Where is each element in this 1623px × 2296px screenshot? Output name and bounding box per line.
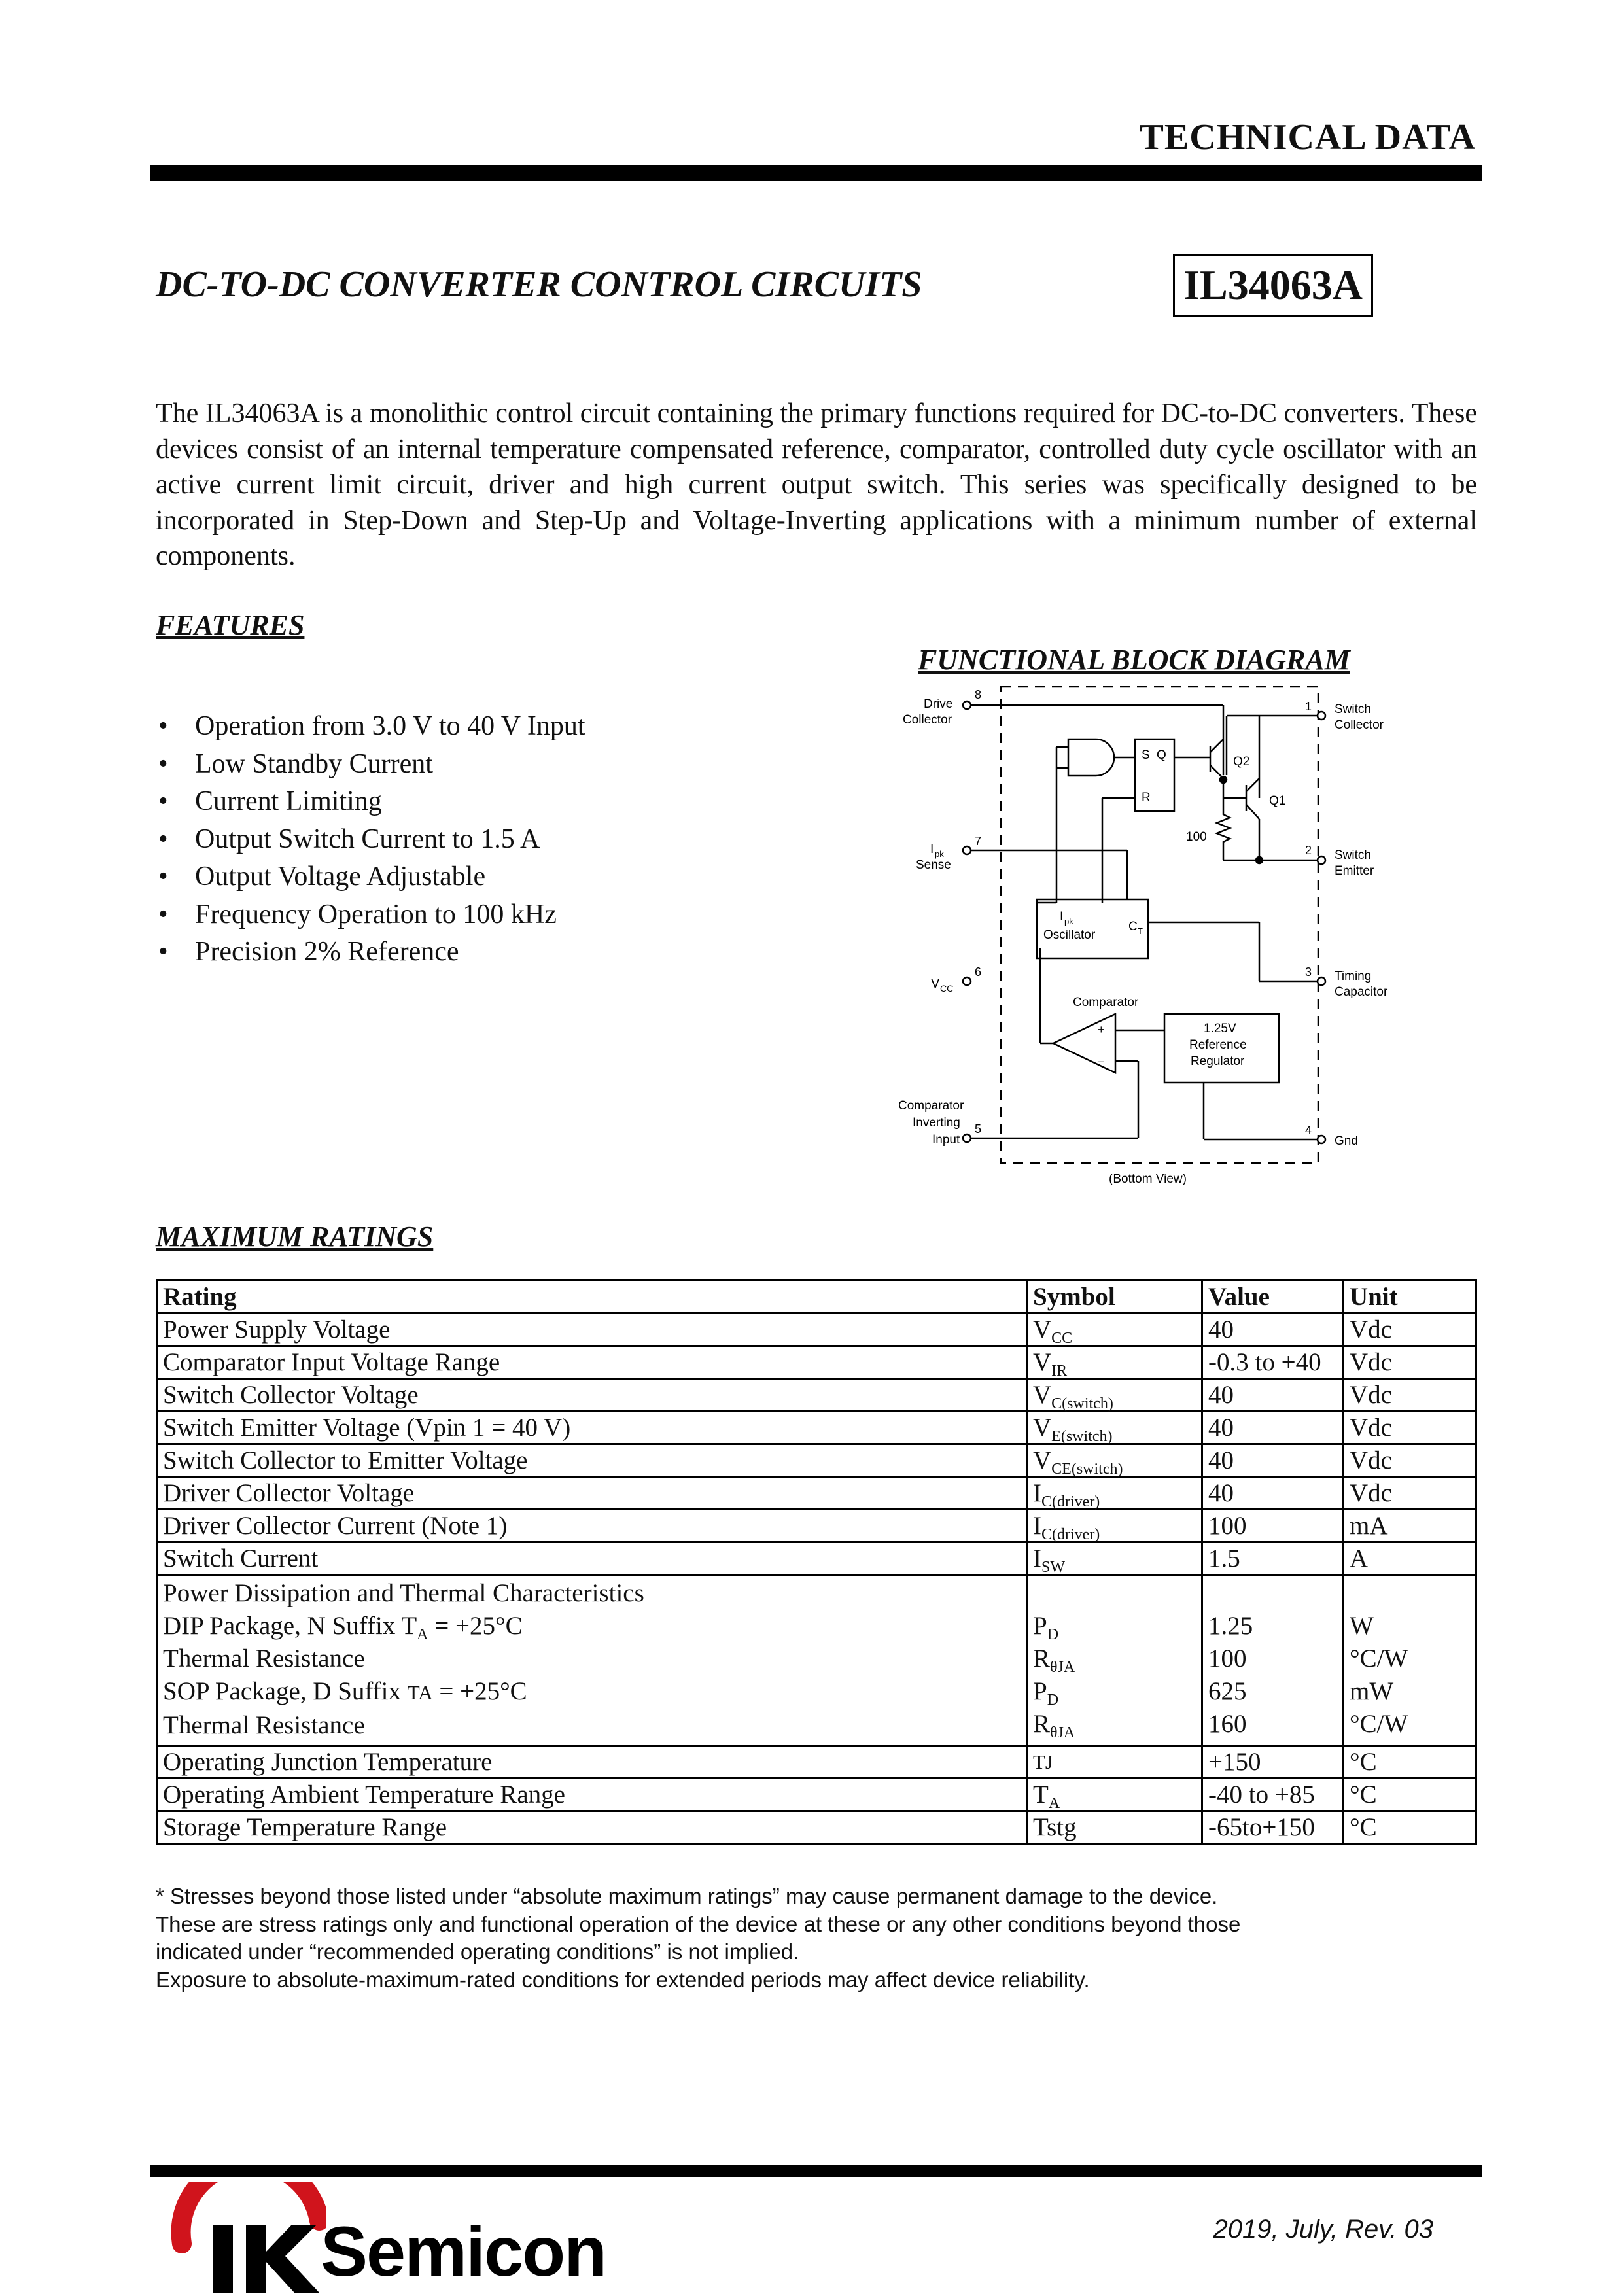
ratings-notes xyxy=(156,1883,1484,1994)
logo-letter-k xyxy=(246,2225,319,2293)
label-ipk-sub: pk xyxy=(935,849,944,859)
cell-unit: Vdc xyxy=(1344,1444,1476,1477)
features-list xyxy=(156,708,585,971)
label-osc-ipk-i: I xyxy=(1060,910,1064,924)
features-heading: FEATURES xyxy=(156,609,305,641)
cell-unit: °C xyxy=(1344,1811,1476,1844)
cell-value xyxy=(1202,1575,1344,1746)
symbol-sub: D xyxy=(1047,1626,1059,1643)
note-line: Exposure to absolute-maximum-rated conditions for extended periods may affect device reliability. xyxy=(156,1967,1090,1992)
resistor-100 xyxy=(1217,798,1230,860)
label-ct-c: C xyxy=(1128,920,1138,933)
label-ipk-i: I xyxy=(930,843,934,856)
sop-label xyxy=(163,1675,1021,1709)
pin-number: 4 xyxy=(1305,1124,1312,1137)
pin-1 xyxy=(1227,700,1325,798)
label-100: 100 xyxy=(1186,830,1207,844)
diagram-heading: FUNCTIONAL BLOCK DIAGRAM xyxy=(918,644,1350,676)
footer-date: 2019, July, Rev. 03 xyxy=(1213,2215,1433,2244)
symbol-sub: E(switch) xyxy=(1051,1428,1113,1445)
pin-number: 5 xyxy=(975,1122,982,1136)
cell-rating: Driver Collector Current (Note 1) xyxy=(157,1510,1027,1542)
dip-label xyxy=(163,1610,1021,1643)
cell-rating: Operating Ambient Temperature Range xyxy=(157,1779,1027,1811)
cell-value: -40 to +85 xyxy=(1202,1779,1344,1811)
transistor-q1 xyxy=(1246,778,1259,819)
list-item: • Precision 2% Reference xyxy=(156,933,585,971)
symbol-main: I xyxy=(1033,1544,1041,1573)
label-q1: Q1 xyxy=(1269,794,1286,808)
list-item: • Low Standby Current xyxy=(156,746,585,784)
cell-rating: Driver Collector Voltage xyxy=(157,1477,1027,1510)
note-line: These are stress ratings only and functional operation of the device at these or any other conditions beyond those xyxy=(156,1911,1241,1936)
pin-number: 1 xyxy=(1305,700,1312,713)
list-item: • Output Switch Current to 1.5 A xyxy=(156,821,585,859)
label-input: Input xyxy=(932,1133,960,1147)
cell-symbol xyxy=(1027,1313,1202,1346)
value: 625 xyxy=(1208,1677,1247,1705)
label-plus: + xyxy=(1098,1023,1105,1036)
sr-latch xyxy=(1135,739,1174,811)
symbol-main: R xyxy=(1033,1644,1051,1673)
cell-rating: Switch Emitter Voltage (Vpin 1 = 40 V) xyxy=(157,1412,1027,1444)
logo-letter-i xyxy=(213,2225,233,2293)
label-emitter: Emitter xyxy=(1335,864,1374,878)
cell-unit xyxy=(1344,1575,1476,1746)
part-number-box xyxy=(1173,254,1373,317)
label-vcc-v: V xyxy=(931,977,940,991)
label-switch-2: Switch xyxy=(1335,848,1371,862)
sop-label-tail: = +25°C xyxy=(432,1677,527,1705)
value: 100 xyxy=(1208,1644,1247,1673)
label-oscillator: Oscillator xyxy=(1043,928,1096,942)
cell-unit: mA xyxy=(1344,1510,1476,1542)
symbol-sub: A xyxy=(1048,1795,1060,1812)
note-line: indicated under “recommended operating conditions” is not implied. xyxy=(156,1939,799,1964)
table-row xyxy=(157,1379,1476,1412)
label-capacitor: Capacitor xyxy=(1335,985,1388,999)
unit: mW xyxy=(1350,1677,1394,1705)
table-row xyxy=(157,1313,1476,1346)
symbol-sub: SW xyxy=(1041,1559,1065,1576)
col-header: Unit xyxy=(1344,1281,1476,1313)
dip-label-sub: A xyxy=(417,1626,428,1643)
symbol-sub: CC xyxy=(1051,1330,1073,1347)
cell-value: 40 xyxy=(1202,1477,1344,1510)
part-number: IL34063A xyxy=(1183,262,1363,308)
intro-paragraph: The IL34063A is a monolithic control circuit containing the primary functions required for DC-to-DC converters. These devices consist of an internal temperature compensated reference, comparator, controlled duty cycle oscillator with an active current limit circuit, driver and high current output switch. This series was specifically designed to be incorporated in Step-Down and Step-Up and Voltage-Inverting applications with a minimum number of external components. xyxy=(156,398,1477,571)
cell-symbol xyxy=(1027,1346,1202,1379)
col-header: Value xyxy=(1202,1281,1344,1313)
table-row xyxy=(157,1477,1476,1510)
symbol-sub: C(driver) xyxy=(1041,1493,1100,1510)
table-row xyxy=(157,1510,1476,1542)
cell-value: 40 xyxy=(1202,1313,1344,1346)
cell-value: 100 xyxy=(1202,1510,1344,1542)
table-row xyxy=(157,1542,1476,1575)
list-item: • Current Limiting xyxy=(156,783,585,821)
symbol-sub: C(switch) xyxy=(1051,1395,1113,1412)
cell-rating xyxy=(157,1575,1027,1746)
symbol-main: P xyxy=(1033,1677,1047,1705)
symbol-main: V xyxy=(1033,1381,1052,1409)
symbol-main: I xyxy=(1033,1512,1041,1540)
col-header: Symbol xyxy=(1027,1281,1202,1313)
thermal-label: Thermal Resistance xyxy=(163,1644,365,1673)
cell-value: -65to+150 xyxy=(1202,1811,1344,1844)
cell-value: 1.5 xyxy=(1202,1542,1344,1575)
cell-rating: Storage Temperature Range xyxy=(157,1811,1027,1844)
cell-rating: Switch Current xyxy=(157,1542,1027,1575)
label-comparator: Comparator xyxy=(1073,996,1139,1009)
label-sense: Sense xyxy=(916,858,951,872)
cell-symbol xyxy=(1027,1510,1202,1542)
symbol-sub: C(driver) xyxy=(1041,1526,1100,1543)
thermal-label: Thermal Resistance xyxy=(163,1711,365,1739)
label-r: R xyxy=(1142,791,1151,805)
header-rule xyxy=(150,165,1482,181)
label-vcc-sub: CC xyxy=(940,983,954,994)
symbol-sub: θJA xyxy=(1050,1724,1075,1741)
label-minus: – xyxy=(1098,1054,1105,1068)
sop-label-text: SOP Package, D Suffix xyxy=(163,1677,408,1705)
symbol-sub: CE(switch) xyxy=(1051,1461,1123,1478)
col-header: Rating xyxy=(157,1281,1027,1313)
symbol-main: I xyxy=(1033,1479,1041,1507)
label-switch-collector: Collector xyxy=(1335,718,1384,732)
label-ref-voltage: 1.25V xyxy=(1204,1022,1236,1035)
cell-unit: Vdc xyxy=(1344,1477,1476,1510)
label-timing: Timing xyxy=(1335,969,1372,983)
cell-unit: Vdc xyxy=(1344,1379,1476,1412)
cell-rating: Comparator Input Voltage Range xyxy=(157,1346,1027,1379)
label-osc-ipk-sub: pk xyxy=(1064,916,1073,926)
label-q: Q xyxy=(1157,748,1166,762)
cell-rating: Operating Junction Temperature xyxy=(157,1746,1027,1779)
unit: °C/W xyxy=(1350,1644,1408,1673)
power-title: Power Dissipation and Thermal Characteristics xyxy=(163,1579,644,1607)
symbol-main: V xyxy=(1033,1414,1052,1442)
symbol-main: V xyxy=(1033,1348,1052,1376)
pin-number: 2 xyxy=(1305,844,1312,857)
pin-number: 6 xyxy=(975,965,982,979)
table-row xyxy=(157,1444,1476,1477)
header-label: TECHNICAL DATA xyxy=(1139,117,1476,158)
ratings-heading: MAXIMUM RATINGS xyxy=(156,1221,434,1253)
cell-rating: Switch Collector Voltage xyxy=(157,1379,1027,1412)
table-row xyxy=(157,1779,1476,1811)
label-comparator-pin: Comparator xyxy=(898,1099,964,1113)
table-row xyxy=(157,1412,1476,1444)
symbol-main: V xyxy=(1033,1446,1052,1474)
symbol-main: R xyxy=(1033,1710,1051,1738)
symbol-main: P xyxy=(1033,1612,1047,1640)
label-bottom-view: (Bottom View) xyxy=(1109,1172,1187,1186)
label-reference: Reference xyxy=(1189,1038,1247,1052)
pin-3 xyxy=(1305,965,1325,985)
label-drive: Drive xyxy=(924,697,953,711)
cell-value: -0.3 to +40 xyxy=(1202,1346,1344,1379)
cell-rating: Power Supply Voltage xyxy=(157,1313,1027,1346)
pin-5 xyxy=(963,1122,1138,1142)
list-item: • Output Voltage Adjustable xyxy=(156,858,585,896)
cell-symbol: TJ xyxy=(1027,1746,1202,1779)
dip-label-text: DIP Package, N Suffix T xyxy=(163,1612,417,1640)
cell-symbol xyxy=(1027,1444,1202,1477)
table-header-row xyxy=(157,1281,1476,1313)
value: 160 xyxy=(1208,1710,1247,1738)
symbol-main: V xyxy=(1033,1315,1052,1344)
ratings-table xyxy=(156,1279,1477,1845)
label-gnd: Gnd xyxy=(1335,1134,1358,1148)
and-gate xyxy=(1068,739,1114,776)
cell-symbol xyxy=(1027,1575,1202,1746)
pin-4 xyxy=(1305,1124,1325,1143)
label-s: S xyxy=(1142,748,1150,762)
logo-text: Semicon xyxy=(321,2212,606,2291)
table-row xyxy=(157,1346,1476,1379)
symbol-sub: D xyxy=(1047,1692,1059,1709)
table-row-power-dissipation xyxy=(157,1575,1476,1746)
cell-symbol xyxy=(1027,1542,1202,1575)
sop-label-ta: TA xyxy=(407,1681,433,1704)
comparator-symbol xyxy=(1053,1014,1115,1073)
cell-unit: Vdc xyxy=(1344,1412,1476,1444)
table-row xyxy=(157,1746,1476,1779)
doc-title: DC-TO-DC CONVERTER CONTROL CIRCUITS xyxy=(156,264,922,305)
pin-2 xyxy=(1305,844,1325,864)
cell-unit: Vdc xyxy=(1344,1346,1476,1379)
cell-symbol xyxy=(1027,1779,1202,1811)
pin-6 xyxy=(963,965,981,985)
cell-symbol: Tstg xyxy=(1027,1811,1202,1844)
note-line: * Stresses beyond those listed under “absolute maximum ratings” may cause permanent damage to the device. xyxy=(156,1884,1218,1908)
cell-symbol xyxy=(1027,1412,1202,1444)
symbol-sub: IR xyxy=(1051,1363,1068,1380)
cell-value: 40 xyxy=(1202,1444,1344,1477)
pin-number: 8 xyxy=(975,688,982,701)
table-row xyxy=(157,1811,1476,1844)
cell-rating: Switch Collector to Emitter Voltage xyxy=(157,1444,1027,1477)
label-collector: Collector xyxy=(903,713,952,727)
cell-value: 40 xyxy=(1202,1379,1344,1412)
list-item: • Frequency Operation to 100 kHz xyxy=(156,896,585,934)
dip-label-tail: = +25°C xyxy=(428,1612,523,1640)
company-logo xyxy=(169,2182,606,2296)
cell-unit: Vdc xyxy=(1344,1313,1476,1346)
list-item: • Operation from 3.0 V to 40 V Input xyxy=(156,708,585,746)
value: 1.25 xyxy=(1208,1612,1253,1640)
label-switch: Switch xyxy=(1335,703,1371,716)
cell-symbol xyxy=(1027,1477,1202,1510)
label-regulator: Regulator xyxy=(1191,1054,1245,1068)
symbol-main: T xyxy=(1033,1781,1049,1809)
unit: °C/W xyxy=(1350,1710,1408,1738)
symbol-sub: θJA xyxy=(1050,1659,1075,1676)
cell-unit: A xyxy=(1344,1542,1476,1575)
pin-number: 3 xyxy=(1305,965,1312,979)
cell-value: +150 xyxy=(1202,1746,1344,1779)
unit: W xyxy=(1350,1612,1374,1640)
pin-8 xyxy=(963,688,1223,775)
label-q2: Q2 xyxy=(1233,755,1250,769)
cell-unit: °C xyxy=(1344,1746,1476,1779)
pin-number: 7 xyxy=(975,835,982,848)
functional-block-diagram xyxy=(877,674,1465,1191)
footer-rule xyxy=(150,2165,1482,2177)
cell-symbol xyxy=(1027,1379,1202,1412)
label-ct-sub: T xyxy=(1138,926,1143,936)
cell-value: 40 xyxy=(1202,1412,1344,1444)
ik-logo-mark xyxy=(169,2182,326,2296)
cell-unit: °C xyxy=(1344,1779,1476,1811)
label-inverting: Inverting xyxy=(913,1116,960,1130)
